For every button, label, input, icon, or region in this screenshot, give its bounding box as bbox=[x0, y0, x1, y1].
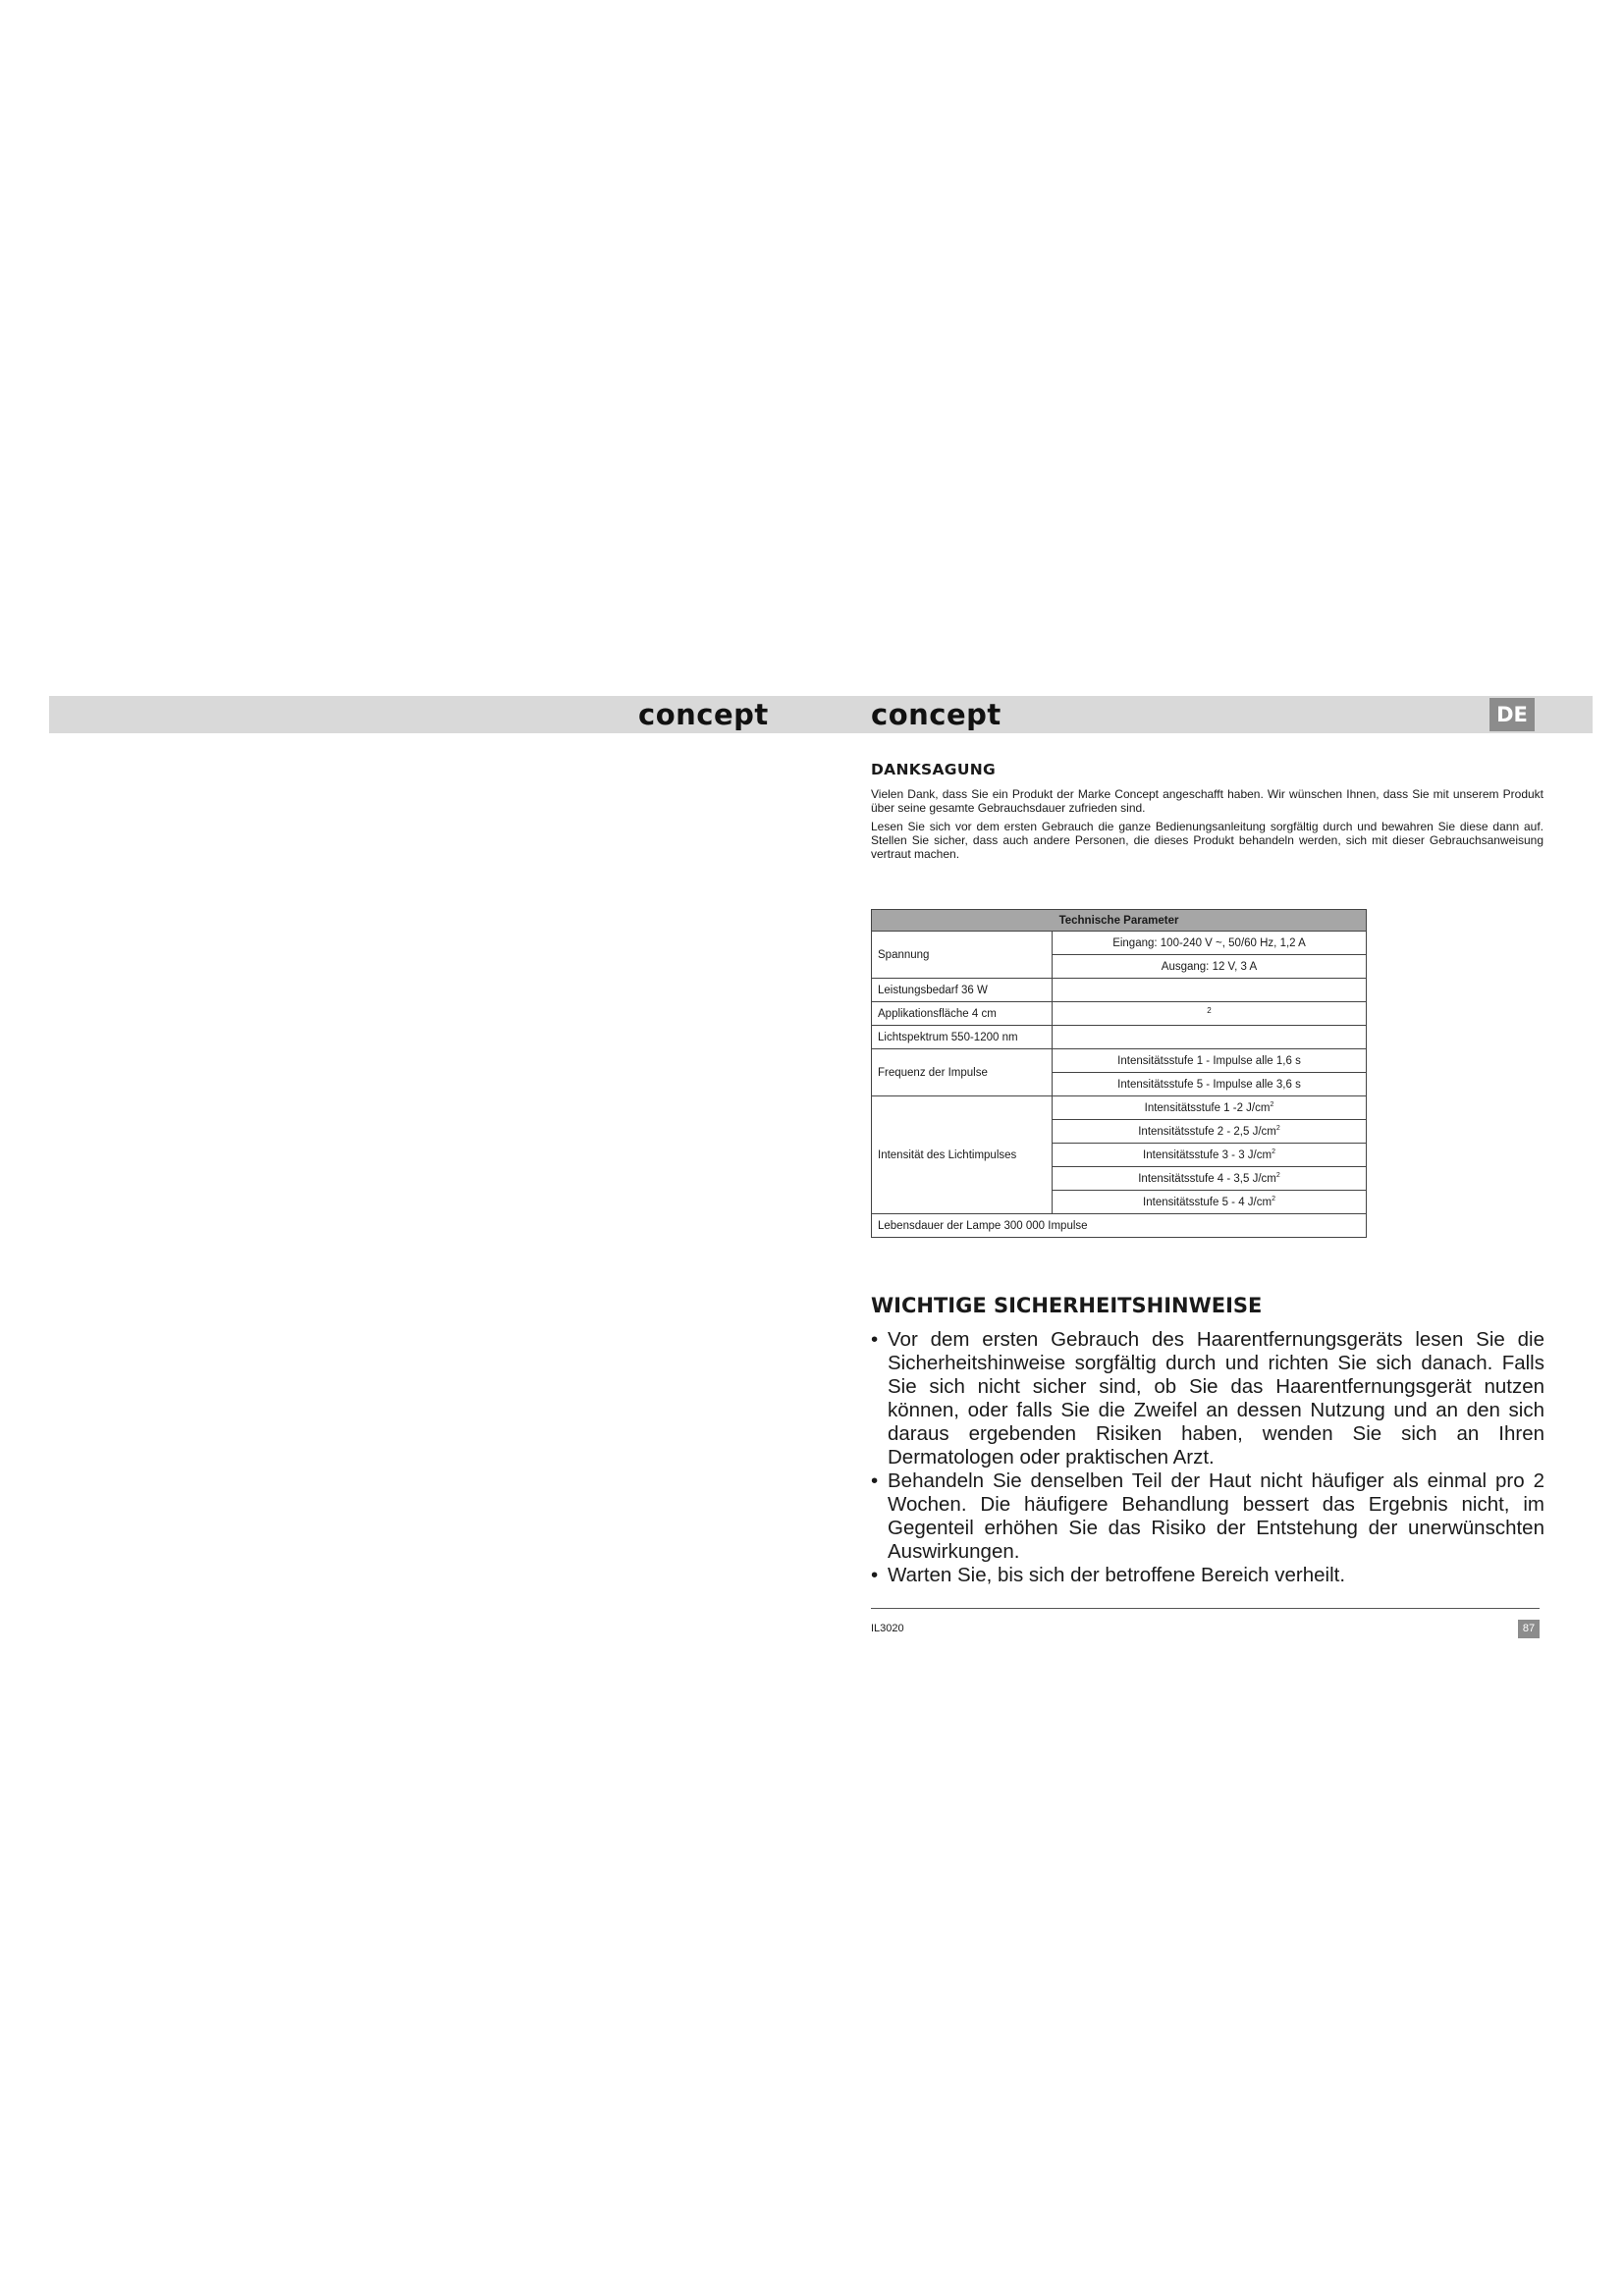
safety-heading: WICHTIGE SICHERHEITSHINWEISE bbox=[871, 1294, 1263, 1317]
voltage-label: Spannung bbox=[872, 932, 1053, 979]
model-number: IL3020 bbox=[871, 1623, 904, 1634]
safety-list bbox=[871, 1328, 1544, 1587]
light-spectrum-label: Lichtspektrum 550-1200 nm bbox=[872, 1026, 1053, 1049]
page-number: 87 bbox=[1518, 1620, 1540, 1638]
list-item: • Warten Sie, bis sich der betroffene Bereich verheilt. bbox=[871, 1564, 1346, 1586]
area-superscript: 2 bbox=[1207, 1006, 1212, 1016]
intro-paragraph: Vielen Dank, dass Sie ein Produkt der Marke Concept angeschafft haben. Wir wünschen Ihnen, dass Sie mit unserem Produkt über seine gesamte Gebrauchsdauer zufrieden sind. bbox=[871, 787, 1543, 815]
language-badge: DE bbox=[1489, 698, 1535, 731]
power-label: Leistungsbedarf 36 W bbox=[872, 979, 1053, 1002]
table-row bbox=[872, 1214, 1367, 1238]
bullet-icon: • bbox=[871, 1328, 879, 1351]
lamp-lifetime: Lebensdauer der Lampe 300 000 Impulse bbox=[872, 1214, 1367, 1238]
intensity-label: Intensität des Lichtimpulses bbox=[872, 1096, 1053, 1214]
header-bar bbox=[49, 696, 1593, 733]
intro-paragraph: Lesen Sie sich vor dem ersten Gebrauch die ganze Bedienungsanleitung sorgfältig durch und bewahren Sie diese dann auf. Stellen Sie sicher, dass auch andere Personen, die dieses Produkt behandeln werden, sich mit dieser Gebrauchsanweisung vertraut machen. bbox=[871, 820, 1543, 861]
table-row bbox=[872, 932, 1367, 955]
brand-logo-left: concept bbox=[638, 698, 769, 731]
intensity-value: Intensitätsstufe 4 - 3,5 $J/cm^2$ bbox=[1053, 1167, 1367, 1191]
voltage-output-value: Ausgang: 12 V, 3 A bbox=[1053, 955, 1367, 979]
pulse-frequency-value: Intensitätsstufe 1 - Impulse alle 1,6 s bbox=[1053, 1049, 1367, 1073]
list-item: • Vor dem ersten Gebrauch des Haarentfernungsgeräts lesen Sie die Sicherheitshinweise sorgfältig durch und richten Sie sich danach. Falls Sie sich nicht sicher sind, ob Sie das Haarentfernungsgerät nutzen können, oder falls Sie die Zweifel an dessen Nutzung und an den sich daraus ergebenden Risiken haben, wenden Sie sich an Ihren Dermatologen oder praktischen Arzt. bbox=[871, 1328, 1544, 1468]
pulse-frequency-label: Frequenz der Impulse bbox=[872, 1049, 1053, 1096]
bullet-icon: • bbox=[871, 1469, 879, 1492]
light-spectrum-value bbox=[1053, 1026, 1367, 1049]
intensity-value: Intensitätsstufe 1 -2 $J/cm^2$ bbox=[1053, 1096, 1367, 1120]
intro-section bbox=[871, 761, 1543, 866]
pulse-frequency-value: Intensitätsstufe 5 - Impulse alle 3,6 s bbox=[1053, 1073, 1367, 1096]
application-area-label: Applikationsfläche 4 cm bbox=[872, 1002, 1053, 1026]
thanks-heading: DANKSAGUNG bbox=[871, 761, 997, 778]
table-row bbox=[872, 1049, 1367, 1073]
footer-divider bbox=[871, 1608, 1540, 1609]
application-area-value bbox=[1053, 1002, 1367, 1026]
table-row bbox=[872, 1026, 1367, 1049]
power-value bbox=[1053, 979, 1367, 1002]
table-row bbox=[872, 979, 1367, 1002]
table-title: Technische Parameter bbox=[872, 910, 1367, 932]
technical-parameters-table bbox=[871, 909, 1367, 1238]
intensity-value: Intensitätsstufe 3 - 3 $J/cm^2$ bbox=[1053, 1144, 1367, 1167]
brand-logo-right: concept bbox=[871, 698, 1001, 731]
voltage-input-value: Eingang: 100-240 V ~, 50/60 Hz, 1,2 A bbox=[1053, 932, 1367, 955]
table-row bbox=[872, 1002, 1367, 1026]
table-row bbox=[872, 1096, 1367, 1120]
intensity-value: Intensitätsstufe 5 - 4 $J/cm^2$ bbox=[1053, 1191, 1367, 1214]
list-item: • Behandeln Sie denselben Teil der Haut nicht häufiger als einmal pro 2 Wochen. Die häufigere Behandlung bessert das Ergebnis nicht, im Gegenteil erhöhen Sie das Risiko der Entstehung der unerwünschten Auswirkungen. bbox=[871, 1469, 1544, 1563]
bullet-icon: • bbox=[871, 1564, 879, 1586]
intensity-value: Intensitätsstufe 2 - 2,5 $J/cm^2$ bbox=[1053, 1120, 1367, 1144]
